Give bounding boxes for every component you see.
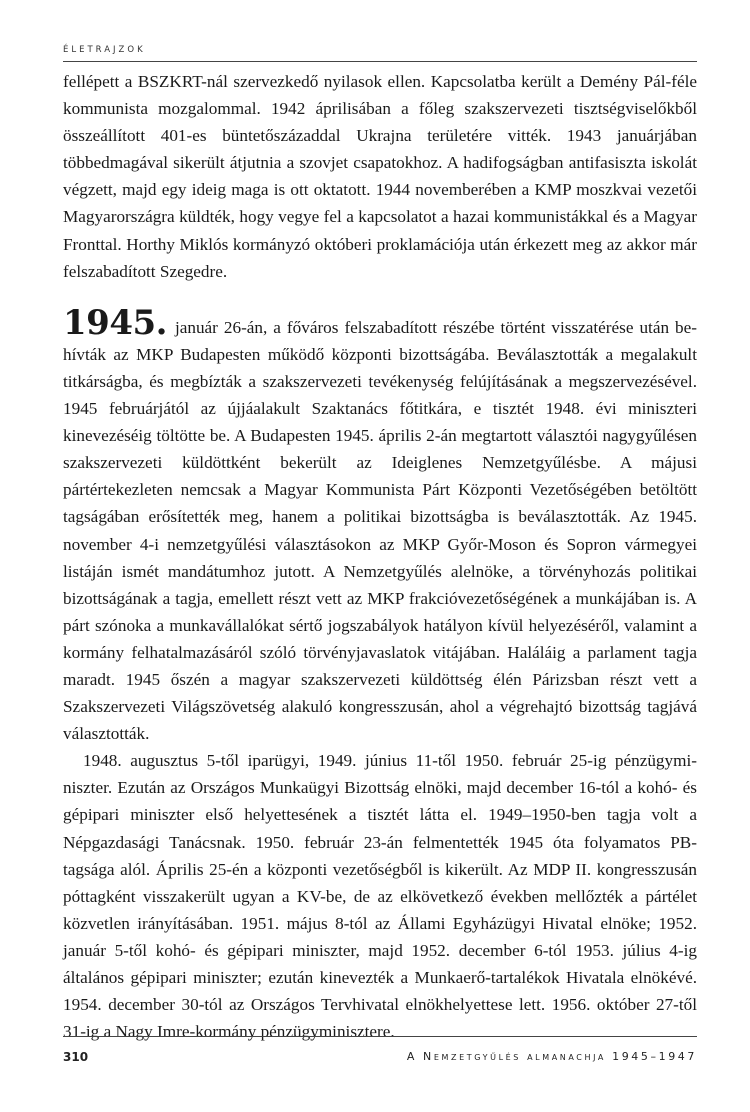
paragraph-2 [63, 302, 697, 748]
paragraph-2-text: január 26-án, a főváros felszabadított részébe történt visszatérése után behívták az MKP Budapesten működő központi bizottságába. Beválasztották a megalakult titkárságba, és megbízták a szakszervezeti tevékenység felújításának a megszervezésével. 1945 februárjától az újjáalakult Szaktanács főtitkára, e tisztét 1948. évi miniszteri kinevezéséig töltötte be. A Budapesten 1945. április 2-án megtartott választói nagygyűlésen szakszervezeti küldöttként bekerült az Ideiglenes Nemzetgyűlésbe. A májusi pártértekezleten nemcsak a Magyar Kommunista Párt Központi Vezetőségében betöltött tagságában erősítették meg, hanem a politikai bizottságba is beválasztották. Az 1945. november 4-i nemzetgyűlési választásokon az MKP Győr-Moson és Sopron vármegyei listáján ismét mandátumhoz jutott. A Nemzetgyűlés alelnöke, a törvényhozás politikai bizottságának a tagja, emellett részt vett az MKP frakcióvezetőségének a munkájában is. A párt szónoka a munkavállalókat sértő jogszabályok hatályon kívül helyezéséről, valamint a kormány felhatalmazásáról szóló törvényjavaslatok vitájában. Haláláig a parlament tagja maradt. 1945 őszén a magyar szakszervezeti küldöttség élén Párizsban részt vett a Szakszervezeti Világszövetség alakuló kongresszusán, ahol a végrehajtó bizottság tagjává választották. [63, 317, 697, 744]
paragraph-1: fellépett a BSZKRT-nál szervezkedő nyilasok ellen. Kapcsolatba került a Demény Pál-féle kommunista mozgalommal. 1942 áprilisában a főleg szakszervezeti tisztségviselőkből összeállított 401-es büntetőszázaddal Ukrajna területére vitték. 1943 januárjában többedmagával sikerült átjutnia a szovjet csapatokhoz. A hadifogságban antifasiszta iskolát végzett, majd egy ideig maga is ott oktatott. 1944 novemberében a KMP moszkvai vezetői Magyarországra küldték, hogy vegye fel a kapcsolatot a hazai kommunistákkal és a Magyar Fronttal. Horthy Miklós kormányzó októberi proklamációja után érkezett meg az akkor már felszabadított Szegedre. [63, 72, 697, 281]
lead-year: 1945. [63, 302, 167, 343]
footer-rule [63, 1036, 697, 1037]
header-rule [63, 61, 697, 62]
book-title: A Nemzetgyűlés almanachja 1945–1947 [406, 1050, 697, 1063]
running-head: ÉLETRAJZOK [63, 45, 146, 55]
page-number: 310 [63, 1050, 89, 1064]
biography-text [63, 68, 697, 1045]
paragraph-3: 1948. augusztus 5-től iparügyi, 1949. június 11-től 1950. február 25-ig pénzügyminiszter. Ezután az Országos Munkaügyi Bizottság elnöki, majd december 16-tól a kohó- és gépipari miniszter első helyettesének a tisztét látta el. 1949–1950-ben tagja volt a Népgazdasági Tanácsnak. 1950. február 23-án felmentették 1945 óta folyamatos PB-tagsága alól. Április 25-én a központi vezetőségből is kikerült. Az MDP II. kongresszusán póttagként visszakerült ugyan a KV-be, de az elkövetkező években mellőzték a pártélet közvetlen irányításában. 1951. május 8-tól az Állami Egyházügyi Hivatal elnöke; 1952. január 5-től kohó- és gépipari miniszter, majd 1952. december 6-tól 1953. július 4-ig általános gépipari miniszter; ezután kinevezték a Munkaerő-tartalékok Hivatala elnökévé. 1954. december 30-tól az Országos Tervhivatal elnökhelyettese lett. 1956. október 27-től 31-ig a Nagy Imre-kormány pénzügyminisztere. [63, 751, 697, 1042]
